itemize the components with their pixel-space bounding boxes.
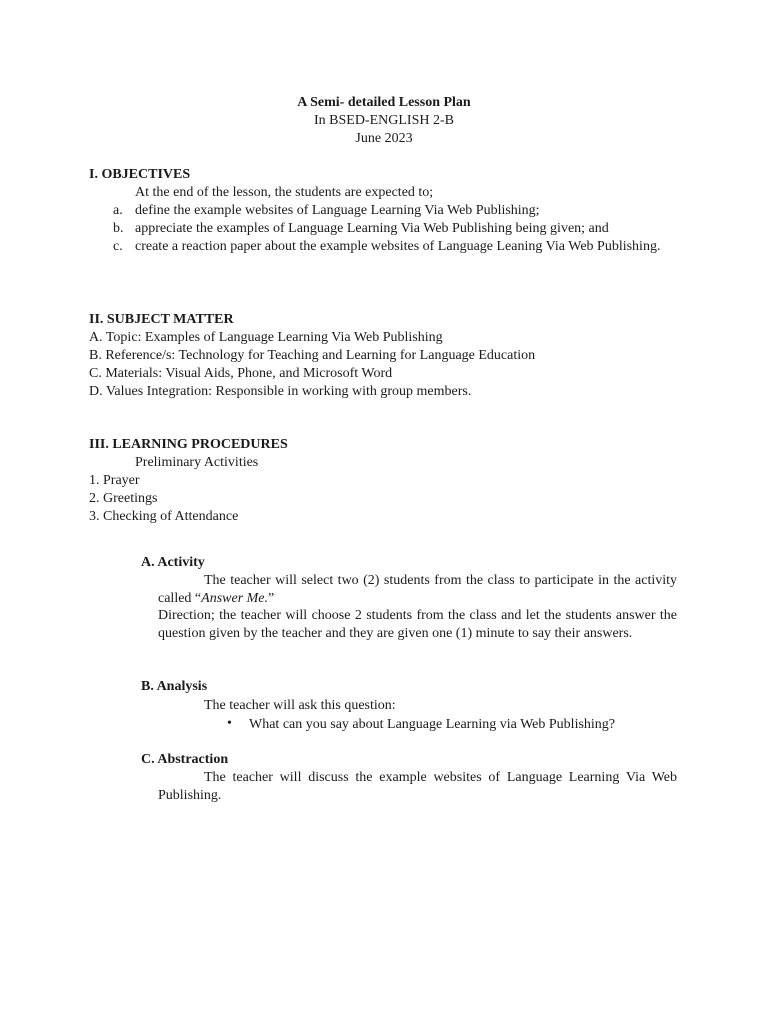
objective-item-c: create a reaction paper about the example websites of Language Leaning Via Web Publishing. — [135, 239, 661, 254]
objective-marker-c: c. — [113, 239, 123, 254]
activity-direction: Direction; the teacher will choose 2 students from the class and let the students answer the question given by the teacher and they are given one (1) minute to say their answers. — [158, 608, 677, 641]
analysis-text: The teacher will ask this question: — [204, 698, 396, 713]
activity-name: Answer Me. — [201, 591, 269, 606]
subject-reference: B. Reference/s: Technology for Teaching and Learning for Language Education — [89, 348, 536, 363]
activity-description — [158, 572, 677, 608]
analysis-heading: B. Analysis — [141, 679, 208, 694]
bullet-icon: • — [227, 716, 232, 731]
course-line: In BSED-ENGLISH 2-B — [314, 113, 454, 128]
procedures-heading: III. LEARNING PROCEDURES — [89, 437, 288, 452]
activity-text-before: The teacher will select two (2) students from the class to participate in the activity called “ — [158, 573, 677, 606]
step-attendance: 3. Checking of Attendance — [89, 509, 239, 524]
document-title: A Semi- detailed Lesson Plan — [297, 95, 471, 110]
subject-topic: A. Topic: Examples of Language Learning Via Web Publishing — [89, 330, 443, 345]
objective-item-b: appreciate the examples of Language Learning Via Web Publishing being given; and — [135, 221, 609, 236]
objectives-intro: At the end of the lesson, the students are expected to; — [135, 185, 434, 200]
date-line: June 2023 — [355, 131, 413, 146]
objectives-heading: I. OBJECTIVES — [89, 167, 191, 182]
objective-item-a: define the example websites of Language Learning Via Web Publishing; — [135, 203, 540, 218]
subject-values: D. Values Integration: Responsible in working with group members. — [89, 384, 472, 399]
preliminary-activities: Preliminary Activities — [135, 455, 259, 470]
subject-matter-heading: II. SUBJECT MATTER — [89, 312, 234, 327]
objective-marker-b: b. — [113, 221, 124, 236]
abstraction-text: The teacher will discuss the example websites of Language Learning Via Web Publishing. — [158, 770, 677, 803]
objective-marker-a: a. — [113, 203, 123, 218]
analysis-question: What can you say about Language Learning via Web Publishing? — [249, 717, 616, 732]
activity-text-after: ” — [268, 591, 275, 606]
activity-heading: A. Activity — [141, 555, 205, 570]
subject-materials: C. Materials: Visual Aids, Phone, and Microsoft Word — [89, 366, 393, 381]
step-greetings: 2. Greetings — [89, 491, 158, 506]
step-prayer: 1. Prayer — [89, 473, 140, 488]
abstraction-heading: C. Abstraction — [141, 752, 229, 767]
